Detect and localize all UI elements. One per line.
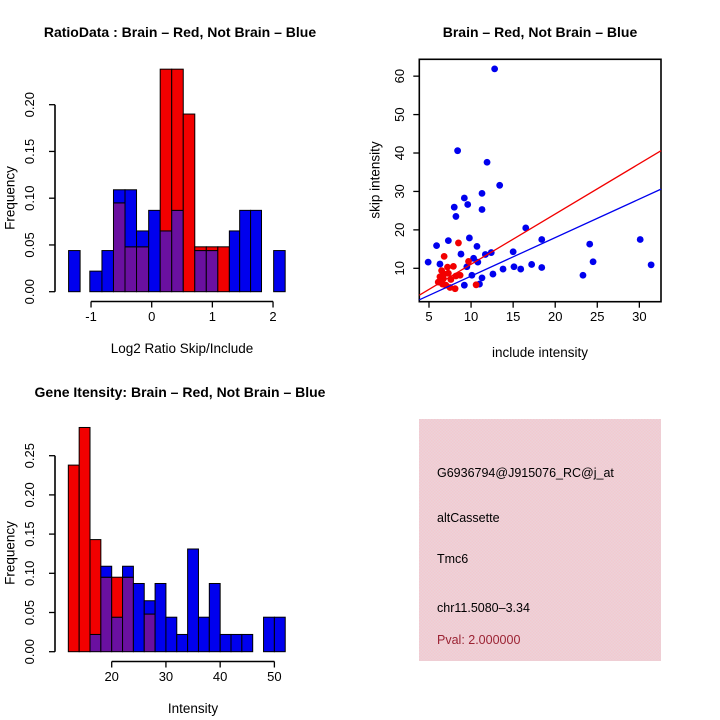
ratio-hist-y-tick-label: 0.00: [22, 279, 37, 305]
scatter-y-tick-label: 30: [392, 184, 407, 199]
gene-hist-xlabel: Intensity: [167, 701, 219, 716]
ratio-hist-title: RatioData : Brain – Red, Not Brain – Blue: [43, 24, 317, 40]
gene-hist-y-tick-label: 0.00: [22, 639, 37, 665]
scatter-point-blue: [580, 272, 587, 279]
scatter-point-blue: [538, 236, 545, 243]
ratio-hist-y-tick-label: 0.05: [22, 232, 37, 258]
scatter-point-blue: [479, 275, 486, 282]
gene-hist-x-tick-label: 30: [158, 669, 174, 684]
gene-hist-y-tick-label: 0.10: [22, 560, 37, 586]
ratio-hist-bar-segment: [218, 247, 230, 292]
gene-hist-bar-segment: [123, 577, 134, 651]
gene-info-box: [419, 419, 661, 661]
scatter-x-tick-label: 10: [463, 309, 479, 324]
gene-hist-y-tick-label: 0.25: [22, 443, 37, 469]
scatter-point-blue: [474, 243, 481, 250]
scatter-point-blue: [517, 266, 524, 273]
info-line-4: Pval: 2.000000: [437, 633, 521, 647]
scatter-point-blue: [510, 248, 517, 255]
gene-hist-bar-segment: [68, 465, 79, 652]
scatter-point-blue: [586, 241, 593, 248]
ratio-hist-xlabel: Log2 Ratio Skip/Include: [110, 341, 254, 356]
ratio-hist-bar-segment: [240, 210, 251, 291]
ratio-hist-bar-segment: [274, 251, 286, 292]
scatter-y-tick-label: 20: [392, 222, 407, 238]
scatter-y-tick-label: 40: [392, 145, 407, 161]
scatter-point-blue: [528, 261, 535, 268]
gene-hist-bar-segment: [101, 577, 112, 651]
ratio-hist-bar-segment: [125, 247, 137, 292]
scatter-x-tick-label: 15: [505, 309, 521, 324]
scatter-x-tick-label: 20: [547, 309, 563, 324]
gene-hist-bar-segment: [112, 577, 123, 617]
ratio-hist-x-tick-label: 0: [148, 309, 156, 324]
scatter-xlabel: include intensity: [491, 345, 589, 360]
scatter-point-blue: [425, 259, 432, 266]
ratio-hist-ylabel: Frequency: [2, 166, 18, 230]
scatter-point-red: [444, 264, 451, 271]
scatter-y-tick-label: 60: [392, 68, 407, 84]
ratio-hist-bar-segment: [183, 114, 195, 292]
ratio-hist-bar-segment: [149, 210, 161, 291]
gene-hist-ylabel: Frequency: [2, 521, 18, 585]
ratio-hist-x-tick-label: -1: [85, 309, 97, 324]
gene-hist-x-tick-label: 40: [212, 669, 228, 684]
gene-hist-x-tick-label: 20: [104, 669, 119, 684]
scatter-point-blue: [648, 261, 655, 268]
scatter-fit-line-red: [419, 151, 661, 295]
scatter-point-blue: [500, 266, 507, 273]
scatter-title: Brain – Red, Not Brain – Blue: [442, 24, 638, 40]
ratio-hist-y-tick-label: 0.15: [22, 138, 37, 165]
ratio-hist-bar-segment: [206, 251, 218, 292]
ratio-hist-bar-segment: [69, 251, 81, 292]
scatter-point-blue: [458, 251, 465, 258]
scatter-point-blue: [445, 237, 452, 244]
info-line-2: Tmc6: [437, 552, 469, 566]
scatter-point-red: [473, 281, 480, 288]
gene-hist-bar-segment: [133, 583, 144, 651]
ratio-hist-bar-segment: [90, 271, 102, 292]
scatter-point-blue: [490, 271, 497, 278]
gene-hist-bar-segment: [90, 634, 101, 651]
ratio-hist-bar-segment: [160, 231, 172, 292]
ratio-hist-bar-segment: [195, 247, 207, 251]
gene-hist-bar-segment: [101, 566, 112, 577]
ratio-hist-bar-segment: [137, 231, 149, 247]
gene-hist-bar-segment: [79, 427, 90, 651]
scatter-point-blue: [496, 182, 503, 189]
gene-hist-y-tick-label: 0.15: [22, 521, 37, 547]
gene-hist-bar-segment: [144, 601, 155, 614]
ratio-hist-bar-segment: [229, 231, 239, 292]
gene-hist-bar-segment: [198, 617, 209, 651]
scatter-point-red: [455, 240, 462, 247]
gene-hist-bar-segment: [209, 583, 220, 651]
scatter-point-blue: [466, 235, 473, 242]
ratio-hist-y-tick-label: 0.20: [22, 92, 37, 118]
info-line-3: chr11.5080–3.34: [437, 601, 530, 615]
gene-hist-bar-segment: [242, 634, 253, 651]
scatter-ylabel: skip intensity: [367, 141, 383, 219]
scatter-point-blue: [461, 195, 468, 202]
gene-hist-bar-segment: [155, 583, 166, 651]
gene-hist-bar-segment: [112, 617, 123, 651]
ratio-hist-x-tick-label: 2: [269, 309, 277, 324]
scatter-x-tick-label: 30: [632, 309, 647, 324]
scatter-point-red: [452, 285, 459, 292]
gene-hist-bar-segment: [166, 617, 177, 651]
scatter-point-blue: [433, 242, 440, 249]
gene-hist-bar-segment: [274, 617, 285, 651]
ratio-hist-bar-segment: [137, 247, 149, 292]
ratio-hist-bar-segment: [113, 190, 125, 203]
info-line-0: G6936794@J915076_RC@j_at: [437, 466, 614, 480]
gene-hist-y-tick-label: 0.05: [22, 599, 37, 626]
scatter-point-blue: [590, 258, 597, 265]
scatter-point-blue: [464, 201, 471, 208]
gene-hist-bar-segment: [90, 540, 101, 635]
gene-hist-bar-segment: [220, 634, 231, 651]
scatter-y-tick-label: 50: [392, 107, 407, 122]
scatter-point-blue: [484, 159, 491, 166]
scatter-point-blue: [637, 236, 644, 243]
ratio-hist-bar-segment: [206, 247, 218, 251]
ratio-hist-bar-segment: [172, 69, 184, 210]
gene-hist-bar-segment: [177, 634, 188, 651]
ratio-hist-bar-segment: [125, 190, 137, 247]
scatter-point-red: [441, 253, 448, 260]
scatter-point-blue: [538, 264, 545, 271]
ratio-hist-bar-segment: [102, 251, 114, 292]
gene-hist-bar-segment: [123, 566, 134, 577]
gene-hist-title: Gene Itensity: Brain – Red, Not Brain – Blue: [34, 384, 326, 400]
gene-hist-bar-segment: [231, 634, 242, 651]
gene-hist-bar-segment: [264, 617, 275, 651]
ratio-hist-bar-segment: [195, 251, 207, 292]
scatter-point-blue: [461, 282, 468, 289]
scatter-point-blue: [479, 190, 486, 197]
ratio-hist-x-tick-label: 1: [208, 309, 216, 324]
gene-hist-y-tick-label: 0.20: [22, 482, 37, 508]
info-line-1: altCassette: [437, 511, 500, 525]
scatter-x-tick-label: 25: [590, 309, 605, 324]
ratio-hist-bar-segment: [160, 69, 172, 231]
scatter-point-blue: [437, 261, 444, 268]
ratio-hist-bar-segment: [113, 203, 125, 292]
ratio-hist-bar-segment: [172, 210, 184, 291]
ratio-hist-bar-segment: [251, 210, 262, 291]
gene-hist-bar-segment: [144, 614, 155, 652]
scatter-point-blue: [454, 147, 461, 154]
scatter-point-blue: [451, 204, 458, 211]
scatter-point-red: [450, 263, 457, 270]
scatter-point-blue: [511, 263, 518, 270]
scatter-y-tick-label: 10: [392, 261, 407, 276]
gene-hist-bar-segment: [188, 549, 199, 652]
ratio-hist-y-tick-label: 0.10: [22, 185, 37, 211]
gene-hist-x-tick-label: 50: [267, 669, 282, 684]
scatter-point-blue: [453, 213, 460, 220]
scatter-x-tick-label: 5: [425, 309, 433, 324]
scatter-point-blue: [479, 206, 486, 213]
scatter-point-blue: [491, 65, 498, 72]
